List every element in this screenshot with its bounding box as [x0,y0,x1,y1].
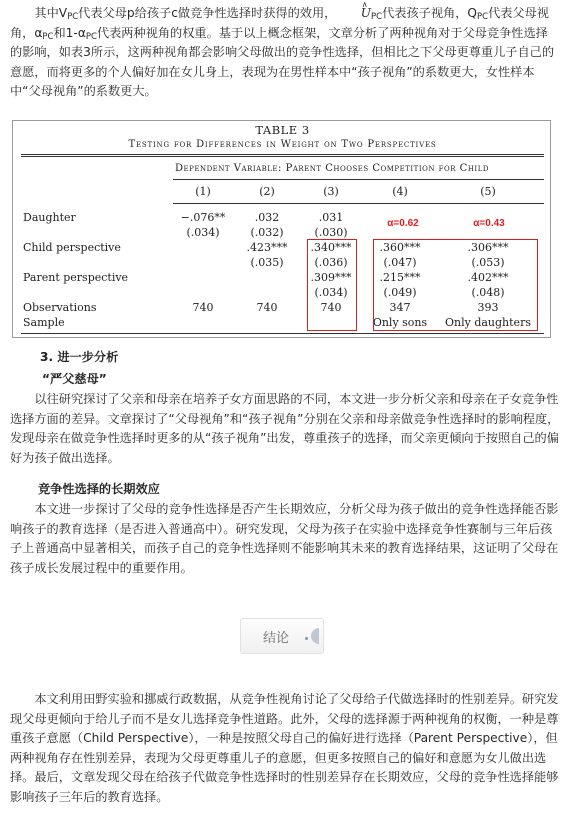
table-cell: (.047) [383,256,417,269]
row-label-parent-perspective: Parent perspective [23,271,129,284]
section-heading-further-analysis: 3. 进一步分析 [40,350,119,364]
table-title: TABLE 3 [255,123,310,137]
table-cell: 740 [256,301,278,314]
column-header: (4) [392,185,408,198]
highlight-box-col3 [307,239,357,331]
table-cell: (.036) [314,256,348,269]
table-rule [173,203,544,204]
intro-text: 代表孩子视角，Q [382,6,477,20]
table-cell: Only daughters [445,316,531,329]
section-heading-strict-father: “严父慈母” [42,372,107,386]
table-cell: (.034) [314,286,348,299]
table-cell: .402*** [467,271,509,284]
table-rule [173,179,544,180]
row-label-child-perspective: Child perspective [23,241,121,254]
intro-sub: PC [371,12,383,22]
intro-paragraph [10,4,560,102]
table-rule [21,156,544,157]
table-cell: .215*** [379,271,421,284]
table-cell: (.053) [471,256,505,269]
table-cell: −.076** [180,211,226,224]
u-hat-symbol [336,4,371,24]
table-cell: (.035) [250,256,284,269]
column-header: (2) [259,185,275,198]
table-cell: (.049) [383,286,417,299]
dependent-variable-header: Dependent Variable: Parent Chooses Competition for Child [175,163,489,174]
intro-text: 代表两种视角的权重。基于以上概念框架，文章分析了两种视角对于父母竞争性选择的影响，如表3所示，这两种视角都会影响父母做出的竞争性选择，但相比之下父母更尊重儿子自己的意愿，而将更多的个人偏好加在女儿身上，表现为在男性样本中“孩子视角”的系数更大，女性样本中“父母视角”的系数更大。 [10,25,555,98]
column-header: (5) [480,185,496,198]
table-cell: 347 [389,301,411,314]
intro-sub: PC [85,31,97,42]
row-label-observations: Observations [23,301,97,314]
table-cell: (.032) [250,226,284,239]
decoration-icon [309,626,319,648]
table-cell: .031 [318,211,344,224]
intro-sub: PC [67,12,79,22]
table-cell: .423*** [246,241,288,254]
table-cell: (.048) [471,286,505,299]
table-cell: 740 [320,301,342,314]
column-header: (3) [323,185,339,198]
table-cell: Only sons [372,316,428,329]
row-label-daughter: Daughter [23,211,76,224]
intro-sub: PC [477,12,489,22]
table-cell: .340*** [310,241,352,254]
u-hat-letter: U [360,6,372,20]
table-rule [21,333,544,334]
column-header: (1) [195,185,211,198]
table-cell: 740 [192,301,214,314]
strict-father-paragraph: 以往研究探讨了父亲和母亲在培养子女方面思路的不同，本文进一步分析父亲和母亲在子女竞争性选择方面的差异。文章探讨了“父母视角”和“孩子视角”分别在父亲和母亲做竞争性选择时的影响程度，发现母亲在做竞争性选择时更多的从“孩子视角”出发，尊重孩子的选择，而父亲更倾向于按照自己的偏好为孩子做出选择。 [10,392,560,465]
long-term-paragraph: 本文进一步探讨了父母的竞争性选择是否产生长期效应，分析父母为孩子做出的竞争性选择能否影响孩子的教育选择（是否进入普通高中）。研究发现，父母为孩子在实验中选择竞争性赛制与三年后孩子上普通高中显著相关，而孩子自己的竞争性选择则不能影响其未来的教育选择结果，这证明了父母在孩子成长发展过程中的重要作用。 [10,502,559,575]
table-cell: (.030) [314,226,348,239]
table-subtitle: Testing for Differences in Weight on Two Perspectives [128,139,437,150]
conclusion-button-label: 结论 [263,630,290,646]
intro-text: 代表父母视角，α [10,6,549,40]
intro-text: 代表父母p给孩子c做竞争性选择时获得的效用， [78,6,337,20]
table-rule [21,154,544,155]
table-cell: (.034) [186,226,220,239]
conclusion-paragraph: 本文利用田野实验和挪威行政数据，从竞争性视角讨论了父母给子代做选择时的性别差异。研究发现父母更倾向于给儿子而不是女儿选择竞争性道路。此外，父母的选择源于两种视角的权衡，一种是尊重孩子意愿（Child Perspective），一种是按照父母自己的偏好进行选择（Parent Perspective），但两种视角存在性别差异，表现为父母更尊重儿子的意愿，但更多按照自己的偏好和意愿为女儿做出选择。最后，文章发现父母在给孩子代做竞争性选择时的性别差异存在长期效应，父母的竞争性选择能够影响孩子三年后的教育选择。 [10,692,559,804]
row-label-sample: Sample [23,316,65,329]
intro-text: 和1-α [53,25,86,40]
alpha-sons-annotation: α=0.62 [387,218,419,229]
table-cell: .360*** [379,241,421,254]
intro-text: 其中V [34,6,68,20]
table-cell: 393 [477,301,499,314]
alpha-daughters-annotation: α=0.43 [473,218,505,229]
table-cell: .306*** [467,241,509,254]
highlight-box-col4-5 [373,239,538,331]
table-cell: .309*** [310,271,352,284]
section-heading-long-term: 竞争性选择的长期效应 [38,482,160,496]
conclusion-button[interactable] [240,618,324,654]
table-3-figure [12,120,551,338]
table-cell: .032 [254,211,280,224]
intro-sub: PC [42,31,54,42]
